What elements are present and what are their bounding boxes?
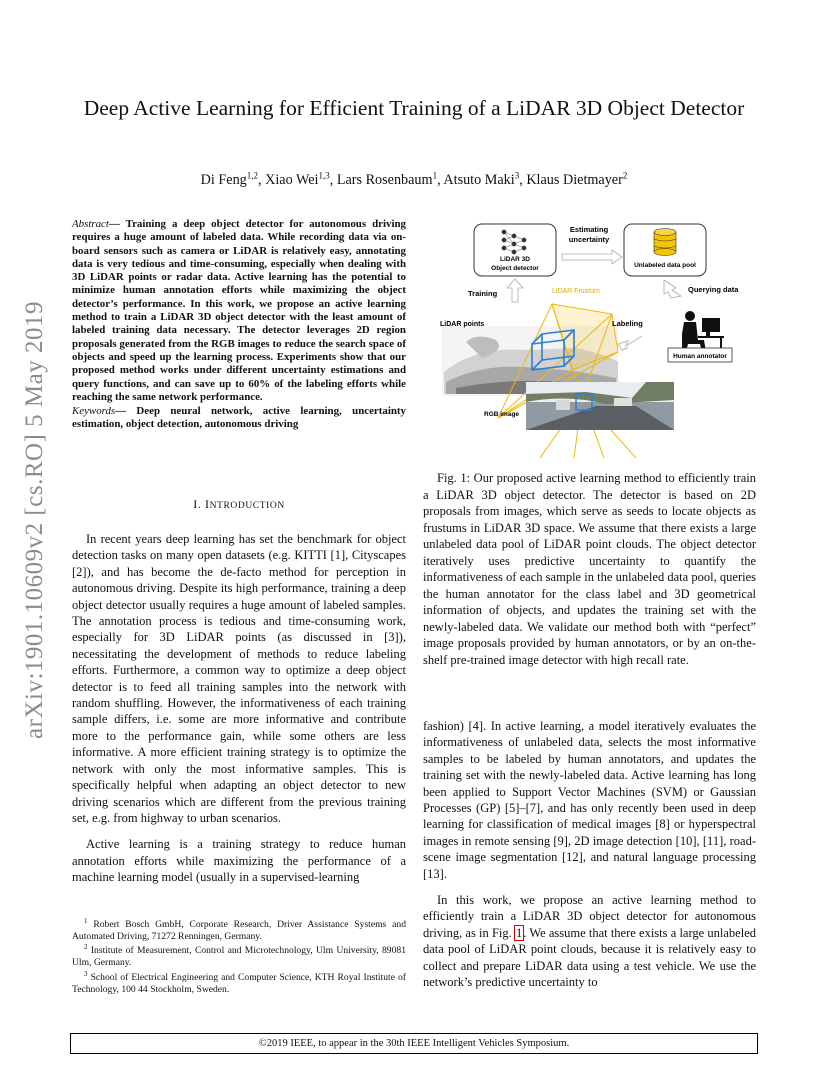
- detector-label-1: LiDAR 3D: [500, 256, 530, 263]
- abstract-text: Abstract— Training a deep object detector for autonomous driving requires a huge amount of labeled data. While recording data via on-board sensors such as camera or LiDAR is relatively easy, annotating data is very tedious and time-consuming, especially when dealing with 3D LiDAR points or radar data. Active learning has the potential to minimize human annotation efforts while maximizing the object detector’s performance. In this work, we propose an active learning method to train a LiDAR 3D object detector with the least amount of labeled training data necessary. The detector leverages 2D region proposals generated from the RGB images to reduce the search space of objects and speed up the learning process. Experiments show that our proposed method works under different uncertainty estimations and query functions, and can save up to 60% of the labeling efforts while reaching the same network performance.: [72, 218, 406, 403]
- footnote: $^3$ School of Electrical Engineering and Computer Science, KTH Royal Institute of Technology, 100 44 Stockholm, Sweden.: [72, 969, 407, 995]
- author: Di Feng$^{1,2}$,: [200, 170, 266, 188]
- human-annotator-icon: [682, 311, 724, 352]
- querying-label: Querying data: [688, 285, 739, 294]
- author: Lars Rosenbaum$^1$,: [336, 170, 444, 188]
- affiliation-footnotes: [72, 916, 406, 995]
- paragraph: In recent years deep learning has set the benchmark for object detection tasks on many open datasets (e.g. KITTI [1], Cityscapes [2]), and has become the de-facto method for perception in autonomous driving. Despite its high performance, training a deep object detector usually requires a huge amount of labeled samples. The annotation process is tedious and time-consuming work, especially for 3D LiDAR points (as discussed in [3]), necessitating the development of methods to reduce labeling efforts. Furthermore, a common way to optimize a deep object detector is to feed all training samples into the network with random shuffling. However, the informativeness of each training sample differs, i.e. some are more informative and contribute more to the performance gain, while some others are less informative. A more efficient training strategy is to optimize the network with only the most informative samples. This is specifically helpful when adapting an object detector to new driving scenarios which are different from the previous training set, e.g. from highway to urban scenarios.: [72, 532, 406, 825]
- detector-label-2: Object detector: [491, 265, 539, 272]
- labeling-arrow: [618, 336, 642, 350]
- figure-1-diagram: [436, 222, 756, 458]
- paragraph: fashion) [4]. In active learning, a model iteratively evaluates the informativeness of unlabeled data, selects the most informative samples to be labeled by human annotators, and updates the training set with the newly-labeled data. Active learning has long been applied to Support Vector Machines (SVM) or Gaussian Processes (GP) [5]–[7], and has only recently been used in deep learning for classification of medical images [8] or hyperspectral images in remote sensing [9], 2D image detection [10], [11], road-scene image segmentation [12], and natural language processing [13].: [423, 719, 756, 881]
- section-heading-introduction: I. INTRODUCTION: [193, 497, 285, 511]
- training-label: Training: [468, 289, 498, 298]
- paragraph: In this work, we propose an active learning method to efficiently train a LiDAR 3D object detector for autonomous driving, as in Fig. 1. We assume that there exists a large unlabeled data pool of LiDAR point clouds, because it is relatively easy to collect and prepare LiDAR data using a test vehicle. We use the network’s predictive uncertainty to: [423, 893, 756, 990]
- keywords: Keywords— Deep neural network, active learning, uncertainty estimation, object detection, autonomous driving: [72, 405, 406, 431]
- lidar-points-label: LiDAR points: [440, 321, 485, 328]
- author-list: [60, 170, 768, 189]
- abstract: [72, 218, 406, 432]
- estimating-label: Estimating: [569, 225, 609, 234]
- training-arrow: [507, 279, 523, 302]
- author: Atsuto Maki$^3$,: [443, 170, 527, 188]
- querying-arrow: [664, 280, 681, 298]
- data-pool-label: Unlabeled data pool: [634, 262, 696, 269]
- paper-title: Deep Active Learning for Efficient Training of a LiDAR 3D Object Detector: [83, 96, 745, 120]
- labeling-label: Labeling: [612, 319, 643, 328]
- author: Klaus Dietmayer$^2$: [526, 170, 628, 188]
- figure-1-caption: Fig. 1: Our proposed active learning method to efficiently train a LiDAR 3D object detector. The detector is based on 2D proposals from images, which serve as seeds to locate objects as frustums in LiDAR 3D space. We assume that there exists a large unlabeled data pool of LiDAR point clouds. The object detector iteratively uses predictive uncertainty to quantify the informativeness of each sample in the unlabeled data pool, queries the human annotator for the class label and 3D geometrical information of objects, and updates the training set with the newly-labeled data. We validate our method both with “perfect” image proposals provided by human annotators, or by an on-the-shelf pre-trained image detector with high recall rate.: [423, 471, 756, 667]
- introduction-body: [72, 531, 406, 886]
- copyright-footer: ©2019 IEEE, to appear in the 30th IEEE Intelligent Vehicles Symposium.: [70, 1033, 758, 1054]
- footnote: $^1$ Robert Bosch GmbH, Corporate Research, Driver Assistance Systems and Automated Driving, 71272 Renningen, Germany.: [72, 917, 406, 942]
- rgb-image-thumbnail: [526, 382, 674, 430]
- right-column-body: [423, 718, 756, 991]
- frustum-label: LiDAR Frustum: [552, 288, 600, 295]
- footnote: $^2$ Institute of Measurement, Control and Microtechnology, Ulm University, 89081 Ulm, Germany.: [72, 943, 406, 969]
- rgb-label: RGB image: [484, 411, 520, 418]
- author: Xiao Wei$^{1,3}$,: [265, 170, 337, 188]
- arxiv-id: arXiv:1901.10609v2 [cs.RO] 5 May 2019: [21, 301, 48, 739]
- annotator-label: Human annotator: [673, 353, 727, 360]
- uncertainty-arrow: [562, 250, 622, 264]
- paragraph: Active learning is a training strategy to reduce human annotation efforts while maximizing the performance of a machine learning model (usually in a supervised-learning: [72, 837, 406, 885]
- database-icon: [654, 229, 676, 256]
- arxiv-sidebar-stamp: [20, 280, 50, 760]
- uncertainty-label: uncertainty: [568, 235, 610, 244]
- figure-reference-link[interactable]: 1: [515, 925, 523, 940]
